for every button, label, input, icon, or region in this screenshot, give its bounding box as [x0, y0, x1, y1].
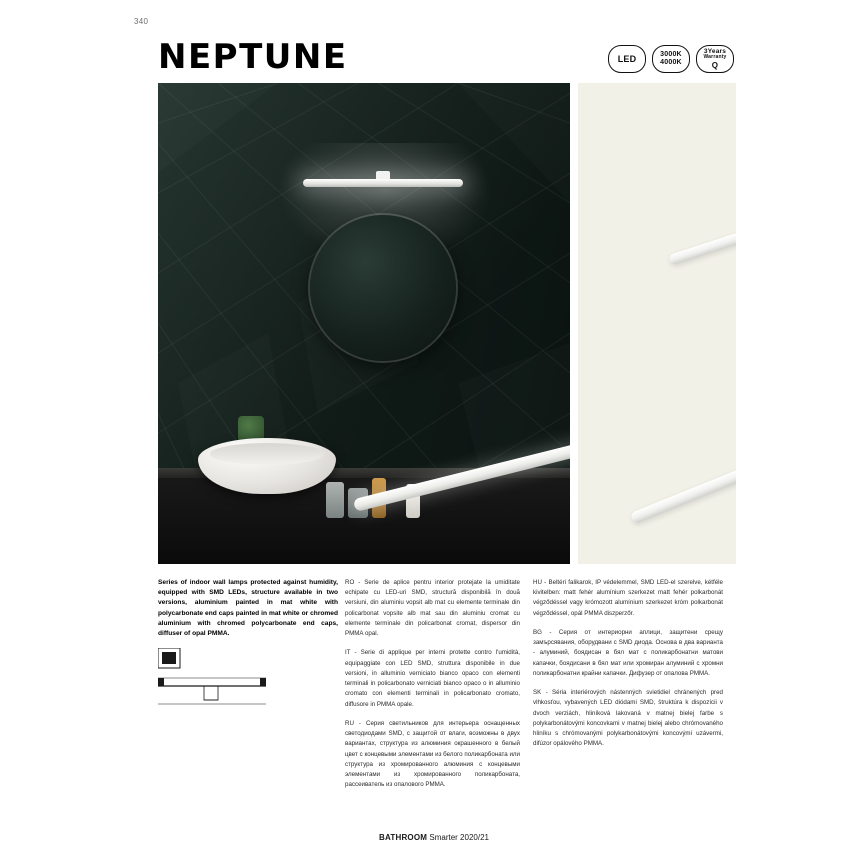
- bottle-1: [326, 482, 344, 518]
- product-photo-detail: [578, 83, 736, 564]
- description-ro: RO - Serie de aplice pentru interior protejate la umiditate echipate cu LED-uri SMD, structură disponibilă în două versiuni, din aluminiu vopsit alb mat cu elemente terminale din policarbonat vopsite alb mat sau din aluminiu cromat cu elemente terminale din policarbonat cromat, dispersor din PMMA opal.: [345, 579, 520, 638]
- wall-lamp-installed: [303, 179, 463, 187]
- description-column-hu-bg-sk: [533, 578, 723, 759]
- footer: [0, 833, 868, 842]
- warranty-mark: Q: [711, 61, 719, 71]
- description-column-en: [158, 578, 338, 648]
- footer-bold: BATHROOM: [379, 833, 428, 842]
- technical-drawing: [158, 648, 266, 706]
- led-badge-label: LED: [617, 53, 637, 64]
- warranty-years: 3Years: [703, 47, 727, 55]
- round-mirror: [310, 215, 456, 361]
- description-bg: BG - Серия от интериорни аплици, защитени срещу замърсявания, оборудвани с SMD диода. Основа в два варианта - алуминий, боядисан в бял мат с поликарбонатни матови капачки, боядисани в бял мат или хромиран алуминий с хромни поликарбонатни крайни капачки. Дифузер от опалова PMMA.: [533, 628, 723, 677]
- color-temperature-4000k: 4000K: [660, 59, 682, 66]
- wall-lamp-detail-top: [668, 175, 736, 266]
- page-number: 340: [134, 17, 149, 26]
- description-it: IT - Serie di applique per interni protette contro l'umidità, equipaggiate con LED SMD, struttura disponibile in due versioni, in alluminio verniciato bianco opaco con elementi terminali in policarbonato verniciati bianco opaco o in alluminio cromato con elementi terminali in policarbonato cromato, diffusore in PMMA opale.: [345, 649, 520, 708]
- wall-lamp-detail-bottom: [630, 401, 736, 525]
- product-photo-bathroom: [158, 83, 570, 564]
- badge-group: [608, 45, 734, 73]
- description-en: Series of indoor wall lamps protected against humidity, equipped with SMD LEDs, structure available in two versions, aluminium painted in mat white with polycarbonate end caps painted in mat white or chromed aluminium with chromed polycarbonate end caps, diffuser of opal PMMA.: [158, 579, 338, 638]
- warranty-label: Warranty: [703, 54, 727, 61]
- description-ru: RU - Серия светильников для интерьера оснащенных светодиодами SMD, с защитой от влаги, возможны в двух вариантах, структура из алюминия окрашенного в белый цвет с концевыми элементами из белого поликарбоната или структура из хромированного алюминия с концевыми элементами из хромированного поликарбоната, рассеиватель из опалового PMMA.: [345, 719, 520, 789]
- description-hu: HU - Beltéri falikarok, IP védelemmel, SMD LED-el szerelve, kétféle kivitelben: matt fehér alumínium szerkezet matt fehér polkarbonát végződéssel vagy krómozott alumínium szerkezet króm polkarbonát végződéssel, opál PMMA diszperzőr.: [533, 579, 723, 617]
- technical-drawing-svg: [158, 648, 266, 706]
- description-column-ro-it-ru: [345, 578, 520, 799]
- description-sk: SK - Séria interiérových nástenných svietidiel chránených pred vlhkosťou, vybavených LED diódami SMD, štruktúra k dispozícii v dvoch verziách, hliníková lakovaná v matnej bielej farbe s polykarbonátovými koncovkami v matnej bielej alebo chrómovaného hliníku s chrómovanými polykarbonátovými koncovými uzávermi, difúzor opálového PMMA.: [533, 689, 723, 748]
- warranty-badge: [696, 45, 734, 73]
- color-temperature-3000k: 3000K: [660, 50, 682, 58]
- footer-rest: Smarter 2020/21: [427, 833, 489, 842]
- led-badge: [608, 45, 646, 73]
- page-title: NEPTUNE: [158, 37, 348, 77]
- washbasin-rim: [210, 443, 324, 465]
- color-temperature-badge: [652, 45, 690, 73]
